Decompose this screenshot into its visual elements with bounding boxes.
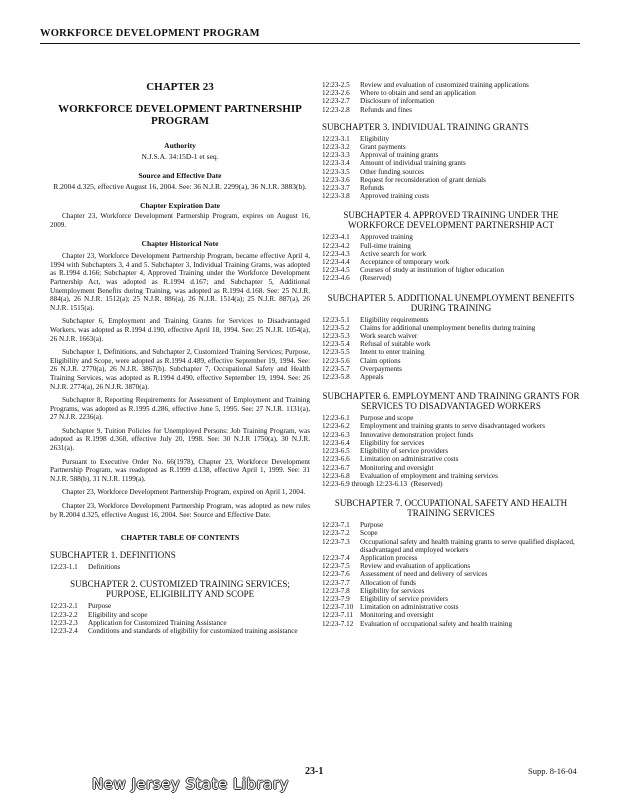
section-title: Eligibility — [360, 134, 390, 143]
section-number: 12:23-4.3 — [322, 249, 350, 258]
source-heading: Source and Effective Date — [138, 171, 222, 180]
toc-entry — [322, 422, 580, 430]
toc-entry — [322, 464, 580, 472]
section-number: 12:23-7.7 — [322, 578, 350, 587]
section-title: Overpayments — [360, 364, 402, 373]
toc-entry — [322, 529, 580, 537]
section-title: Appeals — [360, 373, 384, 382]
history-paragraph: Chapter 23, Workforce Development Partnership Program, became effective April 4, 1994 with Subchapters 3, 4 and 5. Subchapter 3, Individual Training Grants, was adopted as R.1994 d.166; Subchapter 4, Approved Training under the Workforce Development Partnership Act, was adopted as R.1994 d.167; and Subchapter 5, Additional Unemployment Benefits during Training, was adopted as R.1994 d.168. See: 25 N.J.R. 884(a), 26 N.J.R. 1512(a); 25 N.J.R. 886(a), 26 N.J.R. 1514(a); 25 N.J.R. 887(a), 26 N.J.R. 1515(a). — [50, 252, 310, 312]
toc-entry — [322, 620, 580, 628]
section-number: 12:23-3.4 — [322, 159, 350, 168]
section-title: Review and evaluation of applications — [360, 562, 471, 571]
section-title: Limitation on administrative costs — [360, 603, 459, 612]
right-column — [322, 81, 580, 628]
toc-entry — [322, 340, 580, 348]
history-paragraph: Subchapter 9, Tuition Policies for Unemployed Persons: Job Training Program, was adopted as R.1998 d.368, effective July 20, 1998. See: 30 N.J.R 1750(a), 30 N.J.R. 2631(a). — [50, 426, 310, 453]
toc-entry — [322, 316, 580, 324]
section-number: 12:23-6.7 — [322, 463, 350, 472]
section-title: Intent to enter training — [360, 348, 425, 357]
page-number: 23-1 — [305, 766, 324, 777]
section-number: 12:23-5.6 — [322, 356, 350, 365]
section-title: Active search for work — [360, 249, 427, 258]
section-number: 12:23-5.4 — [322, 340, 350, 349]
toc-entry — [322, 176, 580, 184]
section-number: 12:23-2.5 — [322, 81, 350, 89]
section-number: 12:23-6.2 — [322, 422, 350, 431]
section-number: 12:23-1.1 — [50, 563, 78, 572]
section-title: Acceptance of temporary work — [360, 258, 450, 267]
toc-entry — [322, 480, 580, 488]
section-number: 12:23-5.1 — [322, 315, 350, 324]
toc-entry — [322, 373, 580, 381]
toc-entry — [322, 332, 580, 340]
section-number: 12:23-2.6 — [322, 89, 350, 98]
section-number: 12:23-6.5 — [322, 447, 350, 456]
expiration-heading: Chapter Expiration Date — [140, 201, 220, 210]
section-number: 12:23-3.3 — [322, 151, 350, 160]
section-title: Claim options — [360, 356, 401, 365]
section-title: Evaluation of occupational safety and health training — [360, 619, 513, 628]
toc-entry — [322, 233, 580, 241]
section-title: Disclosure of information — [360, 97, 435, 106]
section-title: Work search waiver — [360, 332, 418, 341]
section-title: Grant payments — [360, 143, 406, 152]
section-title: Approved training costs — [360, 192, 430, 201]
toc-entry — [322, 89, 580, 97]
toc-left — [50, 550, 310, 635]
section-title: Eligibility for services — [360, 438, 425, 447]
toc-entry — [322, 554, 580, 562]
section-title: Monitoring and oversight — [360, 611, 434, 620]
section-title: Courses of study at institution of higher education — [360, 266, 504, 275]
section-number: 12:23-6.3 — [322, 430, 350, 439]
toc-entry — [322, 266, 580, 274]
section-title: Application process — [360, 553, 418, 562]
toc-entry — [322, 611, 580, 619]
history-notes — [50, 252, 310, 519]
chapter-number: CHAPTER 23 — [146, 81, 214, 93]
toc-entry — [322, 603, 580, 611]
section-title: Amount of individual training grants — [360, 159, 466, 168]
section-title: Purpose — [360, 521, 384, 530]
section-title: Request for reconsideration of grant denials — [360, 175, 486, 184]
history-paragraph: Subchapter 1, Definitions, and Subchapter 2, Customized Training Services; Purpose, Eligibility and Scope, were adopted as R.1994 d.489, effective September 19, 1994. See: 26 N.J.R. 2770(a), 26 N.J.R. 3867(b). Subchapter 7, Occupational Safety and Health Training Services, was adopted as R.1994 d.490, effective September 19, 1994. See: 26 N.J.R. 2774(a), 26 N.J.R. 3870(a). — [50, 348, 310, 391]
section-number: 12:23-7.3 — [322, 537, 350, 546]
section-title: Monitoring and oversight — [360, 463, 434, 472]
toc-entry — [322, 192, 580, 200]
history-paragraph: Subchapter 6, Employment and Training Grants for Services to Disadvantaged Workers, was adopted as R.1994 d.190, effective April 18, 1994. See: 25 N.J.R. 1054(a), 26 N.J.R. 1663(a). — [50, 317, 310, 343]
section-number: 12:23-2.7 — [322, 97, 350, 106]
toc-entry — [322, 431, 580, 439]
section-number: 12:23-3.2 — [322, 143, 350, 152]
history-paragraph: Chapter 23, Workforce Development Partnership Program, was adopted as new rules by R.2004 d.325, effective August 16, 2004. See: Source and Effective Date. — [50, 502, 310, 519]
section-number: 12:23-6.8 — [322, 471, 350, 480]
section-title: Eligibility and scope — [88, 610, 148, 619]
source-text: R.2004 d.325, effective August 16, 2004. See: 36 N.J.R. 2299(a), 36 N.J.R. 3883(b). — [53, 182, 307, 191]
toc-entry — [322, 151, 580, 159]
section-title: Employment and training grants to serve disadvantaged workers — [360, 422, 546, 431]
section-number: 12:23-5.3 — [322, 332, 350, 341]
section-number: 12:23-7.8 — [322, 586, 350, 595]
section-title: Full-time training — [360, 241, 411, 250]
section-title: Conditions and standards of eligibility for customized training assistance — [88, 627, 298, 636]
section-title: Definitions — [88, 563, 121, 572]
toc-entry — [50, 611, 310, 619]
section-number: 12:23-7.1 — [322, 521, 350, 530]
section-number: 12:23-2.1 — [50, 602, 78, 611]
toc-entry — [322, 579, 580, 587]
history-paragraph: Pursuant to Executive Order No. 66(1978), Chapter 23, Workforce Development Partnership Program, was readopted as R.1999 d.138, effective April 1, 1999. See: 31 N.J.R. 588(b), 31 N.J.R. 1199(a). — [50, 457, 310, 483]
subchapter-heading: SUBCHAPTER 2. CUSTOMIZED TRAINING SERVICES; PURPOSE, ELIGIBILITY AND SCOPE — [70, 579, 290, 600]
toc-entry — [322, 274, 580, 282]
subchapter-heading: SUBCHAPTER 3. INDIVIDUAL TRAINING GRANTS — [322, 121, 529, 132]
toc-right-lead — [322, 81, 580, 114]
toc-entry — [322, 258, 580, 266]
section-title: Innovative demonstration project funds — [360, 430, 474, 439]
toc-entry — [322, 538, 580, 554]
section-number: 12:23-4.1 — [322, 233, 350, 242]
toc-entry — [322, 135, 580, 143]
section-number: 12:23-7.2 — [322, 529, 350, 538]
section-number: 12:23-7.9 — [322, 594, 350, 603]
section-title: (Reserved) — [360, 274, 392, 283]
toc-entry — [322, 168, 580, 176]
section-title: Refunds and fines — [360, 105, 412, 114]
toc-heading: CHAPTER TABLE OF CONTENTS — [120, 533, 240, 543]
toc-entry — [322, 595, 580, 603]
toc-entry — [322, 324, 580, 332]
section-title: Allocation of funds — [360, 578, 416, 587]
toc-entry — [322, 348, 580, 356]
section-title: Limitation on administrative costs — [360, 455, 459, 464]
section-title: Occupational safety and health training grants to serve qualified displaced, disadvantaged and employed workers — [360, 537, 575, 554]
subchapter-heading: SUBCHAPTER 7. OCCUPATIONAL SAFETY AND HEALTH TRAINING SERVICES — [334, 498, 568, 519]
section-title: Refusal of suitable work — [360, 340, 431, 349]
section-number: 12:23-7.12 — [322, 619, 354, 628]
running-header: WORKFORCE DEVELOPMENT PROGRAM — [40, 28, 260, 39]
toc-entry — [322, 159, 580, 167]
section-title: Review and evaluation of customized training applications — [360, 81, 529, 89]
toc-entry — [322, 472, 580, 480]
toc-entry — [50, 563, 310, 571]
library-stamp: New Jersey State Library — [92, 775, 289, 793]
section-number: 12:23-6.1 — [322, 414, 350, 423]
toc-entry — [322, 521, 580, 529]
chapter-title: WORKFORCE DEVELOPMENT PARTNERSHIP PROGRAM — [58, 103, 302, 127]
section-number: 12:23-2.4 — [50, 627, 78, 636]
section-number: 12:23-4.2 — [322, 241, 350, 250]
toc-entry — [322, 143, 580, 151]
toc-entry — [322, 562, 580, 570]
section-number: 12:23-5.7 — [322, 364, 350, 373]
section-number: 12:23-7.6 — [322, 570, 350, 579]
authority-heading: Authority — [164, 141, 196, 150]
section-number: 12:23-4.6 — [322, 274, 350, 283]
section-title: Eligibility of service providers — [360, 594, 449, 603]
section-title: Approved training — [360, 233, 413, 242]
section-title: Purpose and scope — [360, 414, 414, 423]
section-title: (Reserved) — [411, 479, 443, 488]
subchapter-heading: SUBCHAPTER 5. ADDITIONAL UNEMPLOYMENT BENEFITS DURING TRAINING — [327, 292, 575, 313]
toc-entry — [50, 627, 310, 635]
section-title: Application for Customized Training Assistance — [88, 618, 227, 627]
section-title: Claims for additional unemployment benefits during training — [360, 323, 536, 332]
section-number: 12:23-7.11 — [322, 611, 354, 620]
history-heading: Chapter Historical Note — [141, 239, 219, 249]
section-title: Refunds — [360, 184, 384, 193]
section-title: Assessment of need and delivery of services — [360, 570, 488, 579]
toc-entry — [322, 455, 580, 463]
section-title: Scope — [360, 529, 378, 538]
section-title: Evaluation of employment and training services — [360, 471, 498, 480]
toc-entry — [322, 439, 580, 447]
toc-entry — [322, 447, 580, 455]
section-title: Eligibility for services — [360, 586, 425, 595]
toc-entry — [322, 184, 580, 192]
section-title: Where to obtain and send an application — [360, 89, 476, 98]
expiration-text: Chapter 23, Workforce Development Partnership Program, expires on August 16, 2009. — [50, 212, 310, 229]
toc-entry — [50, 619, 310, 627]
section-number: 12:23-2.3 — [50, 618, 78, 627]
authority-text: N.J.S.A. 34:15D-1 et seq. — [141, 152, 219, 161]
subchapter-heading: SUBCHAPTER 4. APPROVED TRAINING UNDER THE WORKFORCE DEVELOPMENT PARTNERSHIP ACT — [343, 210, 559, 231]
section-number: 12:23-2.2 — [50, 610, 78, 619]
section-number: 12:23-5.8 — [322, 373, 350, 382]
toc-entry — [322, 570, 580, 578]
section-number: 12:23-7.4 — [322, 553, 350, 562]
history-paragraph: Subchapter 8, Reporting Requirements for Assessment of Employment and Training Programs, was adopted as R.1995 d.286, effective June 5, 1995. See: 27 N.J.R. 1131(a), 27 N.J.R. 2236(a). — [50, 396, 310, 422]
section-title: Other funding sources — [360, 167, 424, 176]
toc-entry — [322, 357, 580, 365]
section-number: 12:23-3.7 — [322, 184, 350, 193]
section-number: 12:23-5.2 — [322, 323, 350, 332]
section-number: 12:23-5.5 — [322, 348, 350, 357]
toc-entry — [322, 587, 580, 595]
toc-entry — [322, 97, 580, 105]
toc-entry — [50, 602, 310, 610]
section-title: Purpose — [88, 602, 112, 611]
toc-entry — [322, 81, 580, 89]
history-paragraph: Chapter 23, Workforce Development Partnership Program, expired on April 1, 2004. — [62, 488, 306, 497]
supplement-date: Supp. 8-16-04 — [528, 766, 577, 776]
section-number: 12:23-7.10 — [322, 603, 354, 612]
section-title: Eligibility requirements — [360, 315, 429, 324]
section-number: 12:23-6.9 through 12:23-6.13 — [322, 479, 408, 488]
section-number: 12:23-3.6 — [322, 175, 350, 184]
section-number: 12:23-3.8 — [322, 192, 350, 201]
subchapter-heading: SUBCHAPTER 1. DEFINITIONS — [50, 550, 176, 561]
toc-entry — [322, 250, 580, 258]
left-column — [50, 81, 310, 635]
section-number: 12:23-6.6 — [322, 455, 350, 464]
section-number: 12:23-2.8 — [322, 105, 350, 114]
section-number: 12:23-7.5 — [322, 562, 350, 571]
subchapter-heading: SUBCHAPTER 6. EMPLOYMENT AND TRAINING GRANTS FOR SERVICES TO DISADVANTAGED WORKERS — [322, 391, 580, 412]
section-title: Approval of training grants — [360, 151, 439, 160]
toc-entry — [322, 414, 580, 422]
header-rule — [40, 43, 580, 44]
toc-entry — [322, 365, 580, 373]
toc-entry — [322, 106, 580, 114]
toc-right — [322, 122, 580, 628]
section-number: 12:23-4.5 — [322, 266, 350, 275]
section-number: 12:23-3.5 — [322, 167, 350, 176]
section-number: 12:23-6.4 — [322, 438, 350, 447]
section-number: 12:23-3.1 — [322, 134, 350, 143]
toc-entry — [322, 242, 580, 250]
section-title: Eligibility of service providers — [360, 447, 449, 456]
section-number: 12:23-4.4 — [322, 258, 350, 267]
